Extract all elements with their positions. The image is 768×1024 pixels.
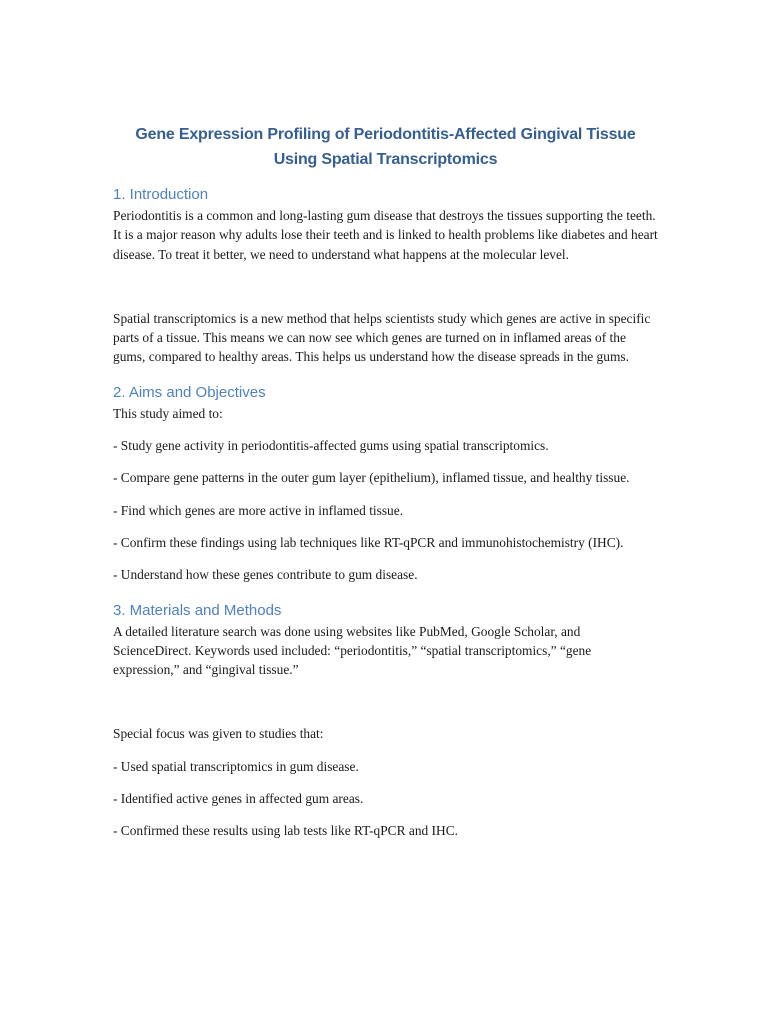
section-heading: 3. Materials and Methods — [113, 601, 282, 619]
paragraph: Spatial transcriptomics is a new method that helps scientists study which genes are active in specific parts of a tissue. This means we can now see which genes are turned on in inflamed areas of the gums, compared to healthy areas. This helps us understand how the disease spreads in the gums. — [113, 310, 651, 365]
section-heading: 2. Aims and Objectives — [113, 383, 266, 401]
list-item: - Confirm these findings using lab techniques like RT-qPCR and immunohistochemistry (IHC). — [113, 534, 624, 550]
list-item: - Find which genes are more active in inflamed tissue. — [113, 502, 404, 518]
paragraph: Periodontitis is a common and long-lasting gum disease that destroys the tissues supporting the teeth. It is a major reason why adults lose their teeth and is linked to health problems like diabetes and heart disease. To treat it better, we need to understand what happens at the molecular level. — [113, 208, 658, 262]
paragraph: This study aimed to: — [113, 405, 223, 421]
list-item: - Understand how these genes contribute to gum disease. — [113, 567, 418, 583]
list-item: - Used spatial transcriptomics in gum disease. — [113, 758, 359, 774]
document-title: Gene Expression Profiling of Periodontitis-Affected Gingival Tissue Using Spatial Transcriptomics — [135, 126, 636, 168]
document-body — [113, 122, 658, 841]
paragraph: A detailed literature search was done using websites like PubMed, Google Scholar, and ScienceDirect. Keywords used included: “periodontitis,” “spatial transcriptomics,” “gene expression,” and “gingival tissue.” — [113, 623, 592, 678]
section-materials-methods — [113, 601, 658, 841]
list-item: - Study gene activity in periodontitis-affected gums using spatial transcriptomics. — [113, 438, 549, 454]
list-item: - Compare gene patterns in the outer gum layer (epithelium), inflamed tissue, and healthy tissue. — [113, 470, 630, 486]
list-item: - Identified active genes in affected gum areas. — [113, 791, 364, 807]
list-item: - Confirmed these results using lab tests like RT-qPCR and IHC. — [113, 823, 458, 839]
section-heading: 1. Introduction — [113, 186, 209, 203]
section-aims-objectives — [113, 383, 658, 585]
paragraph: Special focus was given to studies that: — [113, 726, 324, 742]
section-introduction — [113, 185, 658, 367]
